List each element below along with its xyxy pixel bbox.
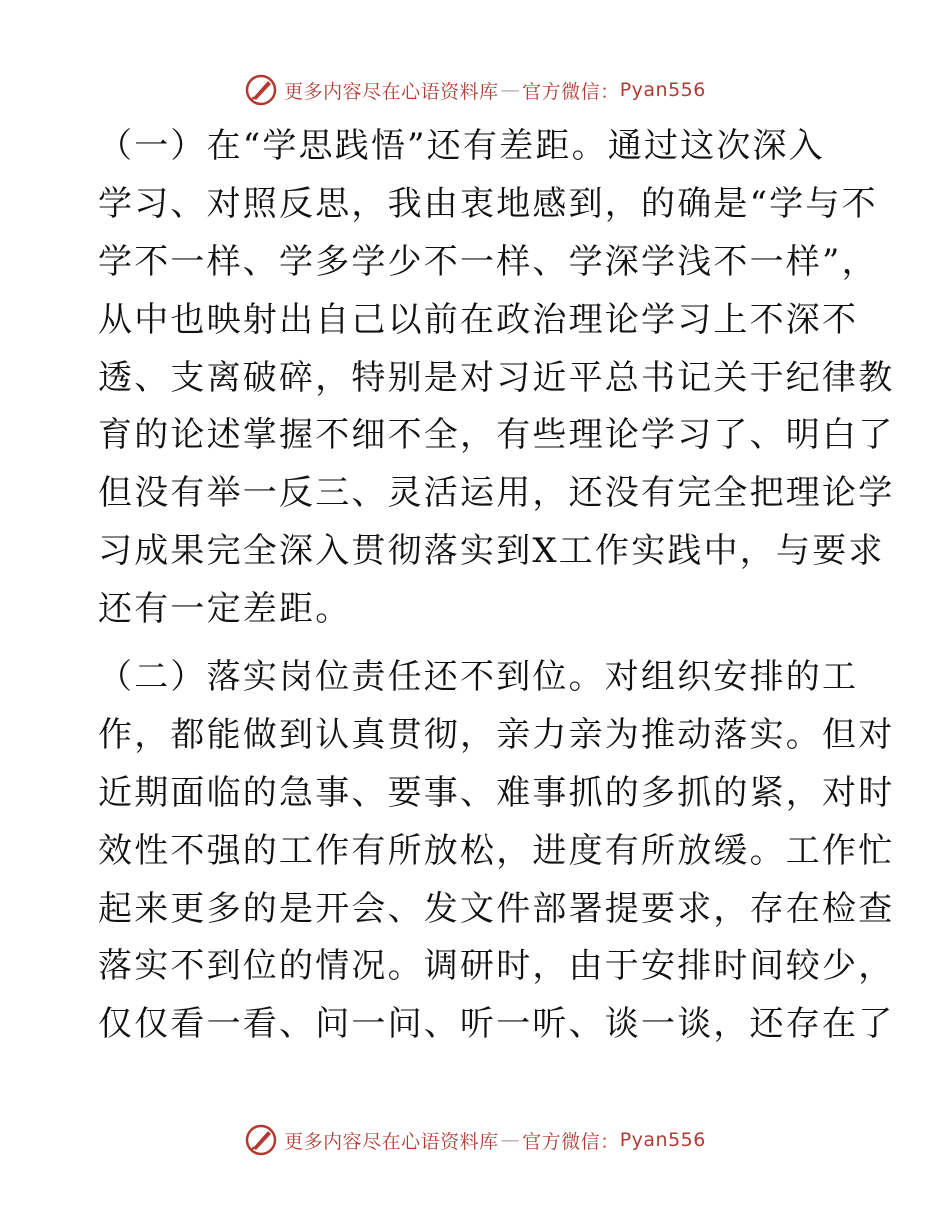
feather-pen-circle-icon	[244, 73, 278, 107]
text-line: 仅仅看一看、问一问、听一听、谈一谈，还存在了	[98, 1004, 895, 1045]
text-line: 但没有举一反三、灵活运用，还没有完全把理论学	[98, 473, 895, 514]
text-line: 作，都能做到认真贯彻，亲力亲为推动落实。但对	[98, 714, 895, 755]
paragraph-1	[98, 118, 895, 639]
watermark-wechat-label: 官方微信：	[522, 80, 620, 103]
text-line: 透、支离破碎，特别是对习近平总书记关于纪律教	[98, 357, 895, 398]
text-line: 近期面临的急事、要事、难事抓的多抓的紧，对时	[98, 772, 895, 813]
text-line: 育的论述掌握不细不全，有些理论学习了、明白了	[98, 415, 895, 456]
watermark-text: 更多内容尽在心语资料库	[284, 80, 499, 103]
watermark-handle: Pyan556	[619, 79, 706, 101]
watermark-wechat-label: 官方微信：	[522, 1130, 620, 1153]
watermark-separator: —	[500, 79, 521, 101]
text-line: 学习、对照反思，我由衷地感到，的确是“学与不	[98, 183, 878, 224]
text-line: 落实不到位的情况。调研时，由于安排时间较少，	[98, 946, 895, 987]
watermark-separator: —	[500, 1129, 521, 1151]
header-watermark	[0, 70, 950, 110]
footer-watermark	[0, 1120, 950, 1160]
feather-pen-circle-icon	[244, 1123, 278, 1157]
paragraph-2	[98, 649, 895, 1054]
watermark-handle: Pyan556	[619, 1129, 706, 1151]
text-line: 从中也映射出自己以前在政治理论学习上不深不	[98, 299, 859, 340]
watermark-text: 更多内容尽在心语资料库	[284, 1130, 499, 1153]
text-line: （二）落实岗位责任还不到位。对组织安排的工	[98, 657, 859, 698]
document-body	[98, 118, 895, 1054]
text-line: 学不一样、学多学少不一样、学深学浅不一样”，	[98, 241, 878, 282]
text-line: 起来更多的是开会、发文件部署提要求，存在检查	[98, 888, 895, 929]
text-line: 效性不强的工作有所放松，进度有所放缓。工作忙	[98, 830, 895, 871]
text-line: （一）在“学思践悟”还有差距。通过这次深入	[98, 126, 825, 166]
text-line: 还有一定差距。	[98, 589, 352, 630]
text-line: 习成果完全深入贯彻落实到X工作实践中，与要求	[98, 531, 885, 572]
